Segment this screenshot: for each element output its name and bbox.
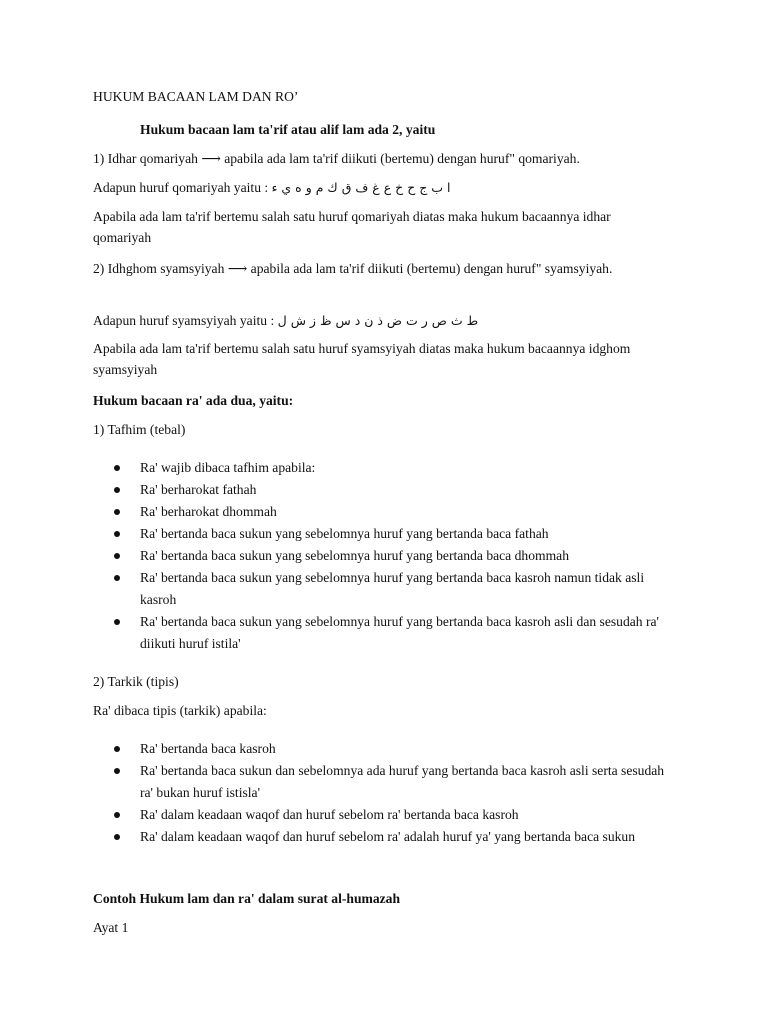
lam-heading: Hukum bacaan lam ta'rif atau alif lam ada 2, yaitu — [140, 122, 436, 137]
bullet-icon — [114, 746, 120, 752]
bullet-icon — [114, 509, 120, 515]
idghom-definition: 2) Idhghom syamsyiyah ⟶ apabila ada lam ta'rif diikuti (bertemu) dengan huruf" syamsyiyah. — [93, 261, 613, 276]
list-item: Ra' berharokat dhommah — [93, 501, 673, 523]
tarkik-intro: Ra' dibaca tipis (tarkik) apabila: — [93, 703, 267, 718]
bullet-icon — [114, 465, 120, 471]
list-item: Ra' berharokat fathah — [93, 479, 673, 501]
bullet-icon — [114, 487, 120, 493]
bullet-icon — [114, 768, 120, 774]
syamsyiyah-line — [93, 310, 478, 331]
tafhim-list — [93, 457, 673, 655]
list-item: Ra' bertanda baca sukun yang sebelomnya huruf yang bertanda baca dhommah — [93, 545, 673, 567]
tafhim-title: 1) Tafhim (tebal) — [93, 422, 186, 437]
syamsyiyah-letters: ط ث ص ر ت ض ذ ن د س ظ ز ش ل — [277, 313, 479, 328]
tarkik-list — [93, 738, 673, 848]
list-item: Ra' bertanda baca sukun dan sebelomnya ada huruf yang bertanda baca kasroh asli serta sesudah ra' bukan huruf istisla' — [93, 760, 673, 804]
list-item: Ra' dalam keadaan waqof dan huruf sebelom ra' bertanda baca kasroh — [93, 804, 673, 826]
syamsyiyah-label: Adapun huruf syamsyiyah yaitu : — [93, 313, 275, 328]
list-item: Ra' bertanda baca sukun yang sebelomnya huruf yang bertanda baca fathah — [93, 523, 673, 545]
list-item: Ra' wajib dibaca tafhim apabila: — [93, 457, 673, 479]
list-item: Ra' dalam keadaan waqof dan huruf sebelom ra' adalah huruf ya' yang bertanda baca sukun — [93, 826, 673, 848]
list-item: Ra' bertanda baca kasroh — [93, 738, 673, 760]
qomariyah-letters: ا ب ج ح خ ع غ ف ق ك م و ه ي ء — [271, 180, 451, 195]
idghom-rule: Apabila ada lam ta'rif bertemu salah satu huruf syamsyiyah diatas maka hukum bacaannya idghom syamsyiyah — [93, 341, 631, 377]
bullet-icon — [114, 531, 120, 537]
idhar-rule: Apabila ada lam ta'rif bertemu salah satu huruf qomariyah diatas maka hukum bacaannya idhar qomariyah — [93, 209, 611, 245]
bullet-icon — [114, 619, 120, 625]
tarkik-title: 2) Tarkik (tipis) — [93, 674, 179, 689]
document-title: HUKUM BACAAN LAM DAN RO’ — [93, 89, 299, 104]
qomariyah-line — [93, 177, 451, 198]
contoh-heading: Contoh Hukum lam dan ra' dalam surat al-humazah — [93, 891, 401, 906]
ayat-label: Ayat 1 — [93, 920, 129, 935]
bullet-icon — [114, 834, 120, 840]
list-item: Ra' bertanda baca sukun yang sebelomnya huruf yang bertanda baca kasroh namun tidak asli kasroh — [93, 567, 673, 611]
ra-heading: Hukum bacaan ra' ada dua, yaitu: — [93, 393, 294, 408]
bullet-icon — [114, 553, 120, 559]
bullet-icon — [114, 812, 120, 818]
qomariyah-label: Adapun huruf qomariyah yaitu : — [93, 180, 269, 195]
idhar-definition: 1) Idhar qomariyah ⟶ apabila ada lam ta'rif diikuti (bertemu) dengan huruf" qomariyah. — [93, 151, 580, 166]
list-item: Ra' bertanda baca sukun yang sebelomnya huruf yang bertanda baca kasroh asli dan sesudah ra' diikuti huruf istila' — [93, 611, 673, 655]
bullet-icon — [114, 575, 120, 581]
